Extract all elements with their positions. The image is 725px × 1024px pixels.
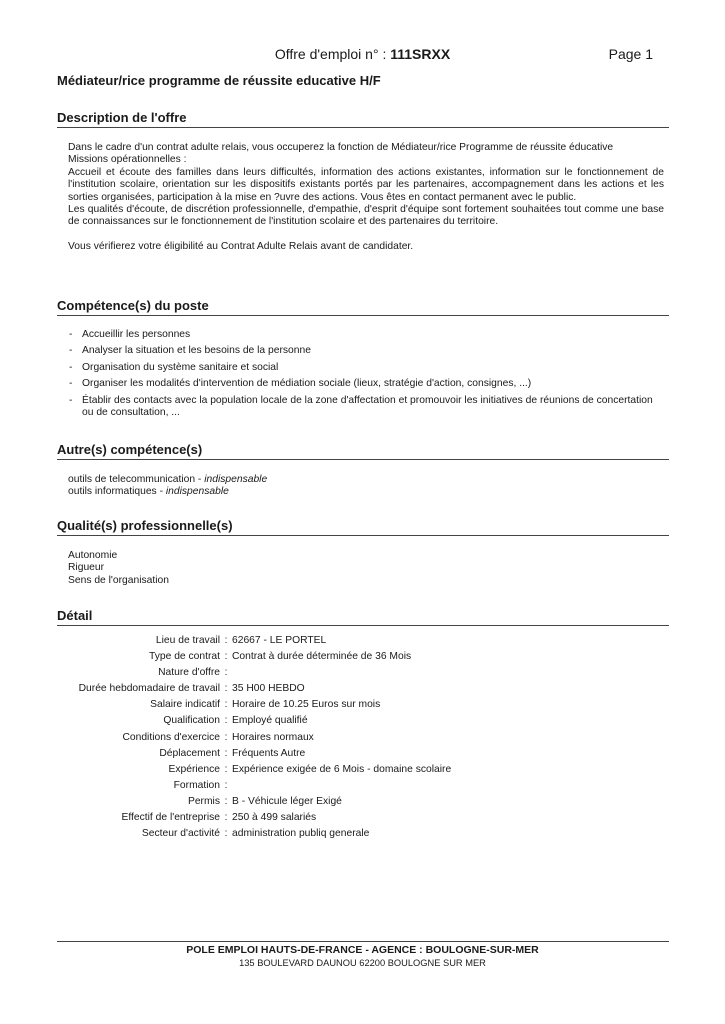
detail-colon: : — [224, 763, 228, 775]
detail-colon: : — [224, 779, 228, 791]
detail-value: Employé qualifié — [232, 715, 308, 727]
competence-item: - Organisation du système sanitaire et social — [68, 362, 664, 374]
detail-label: Permis — [187, 795, 220, 807]
other-skill-level: indispensable — [165, 486, 229, 498]
section-title-qualities: Qualité(s) professionnelle(s) — [57, 518, 669, 536]
detail-label: Conditions d'exercice — [122, 731, 220, 743]
offer-prefix: Offre d'emploi n° : — [274, 46, 391, 62]
detail-value: 250 à 499 salariés — [232, 812, 317, 824]
description-closing: Vous vérifierez votre éligibilité au Contrat Adulte Relais avant de candidater. — [68, 240, 414, 252]
detail-label: Salaire indicatif — [150, 699, 220, 711]
detail-colon: : — [224, 715, 228, 727]
detail-value: Horaire de 10.25 Euros sur mois — [232, 699, 381, 711]
detail-label: Expérience — [168, 763, 220, 775]
detail-row — [57, 810, 669, 826]
detail-section — [57, 608, 669, 842]
detail-value — [232, 778, 669, 794]
detail-colon: : — [224, 795, 228, 807]
detail-colon: : — [224, 651, 228, 663]
competence-item: - Analyser la situation et les besoins de la personne — [68, 345, 664, 357]
section-title-competences: Compétence(s) du poste — [57, 298, 669, 316]
description-section — [57, 110, 669, 253]
detail-label: Qualification — [163, 715, 220, 727]
detail-value: administration publiq generale — [232, 828, 370, 840]
footer-agency: POLE EMPLOI HAUTS-DE-FRANCE - AGENCE : BOULOGNE-SUR-MER — [186, 944, 539, 956]
other-skill-name: outils informatiques - — [68, 486, 166, 498]
other-skill-item — [68, 474, 664, 486]
other-skill-name: outils de telecommunication - — [68, 474, 205, 485]
detail-label: Lieu de travail — [155, 635, 220, 646]
description-paragraph: Missions opérationnelles : — [68, 154, 187, 166]
detail-label: Effectif de l'entreprise — [121, 812, 220, 824]
section-title-description: Description de l'offre — [57, 110, 669, 128]
section-title-other-skills: Autre(s) compétence(s) — [57, 442, 669, 460]
detail-label: Formation — [173, 779, 220, 791]
section-title-detail: Détail — [57, 608, 669, 626]
detail-row — [57, 762, 669, 778]
quality-item: Rigueur — [68, 562, 105, 574]
detail-value: Horaires normaux — [232, 731, 314, 743]
description-paragraph: Les qualités d'écoute, de discrétion professionnelle, d'empathie, d'esprit d'équipe sont fortement souhaitées tout comme une base de connaissances sur le fonctionnement de l'institution scolaire et des partenaires du territoire. — [68, 204, 664, 228]
detail-row — [57, 633, 669, 649]
competence-item: - Établir des contacts avec la population locale de la zone d'affectation et promouvoir les initiatives de réunions de concertation ou de consultation, ... — [68, 395, 664, 420]
detail-row — [57, 746, 669, 762]
detail-label: Secteur d'activité — [141, 828, 220, 840]
footer-divider — [57, 941, 669, 942]
detail-colon: : — [224, 635, 228, 646]
other-skill-item — [68, 486, 664, 498]
competence-item: - Organiser les modalités d'intervention de médiation sociale (lieux, stratégie d'action, consignes, ...) — [68, 378, 664, 390]
detail-colon: : — [224, 828, 228, 840]
detail-label: Type de contrat — [149, 651, 220, 663]
detail-colon: : — [224, 683, 228, 695]
detail-value: Expérience exigée de 6 Mois - domaine scolaire — [232, 763, 452, 775]
detail-label: Nature d'offre — [158, 667, 220, 679]
detail-table — [57, 633, 669, 842]
description-paragraph: Dans le cadre d'un contrat adulte relais, vous occuperez la fonction de Médiateur/rice Programme de réussite éducative — [68, 142, 614, 153]
quality-item: Autonomie — [68, 550, 118, 561]
competence-item: - Accueillir les personnes — [68, 329, 664, 341]
competences-section — [57, 298, 669, 423]
qualities-section — [57, 518, 669, 587]
detail-row — [57, 665, 669, 681]
other-skills-section — [57, 442, 669, 499]
detail-value: 35 H00 HEBDO — [232, 683, 305, 695]
detail-row — [57, 794, 669, 810]
footer-address: 135 BOULEVARD DAUNOU 62200 BOULOGNE SUR MER — [239, 958, 486, 968]
competences-body — [68, 329, 664, 419]
detail-row — [57, 826, 669, 842]
detail-value: Fréquents Autre — [232, 747, 306, 759]
detail-row — [57, 697, 669, 713]
detail-value — [232, 665, 669, 681]
detail-colon: : — [224, 667, 228, 679]
qualities-body — [68, 550, 664, 587]
job-title: Médiateur/rice programme de réussite educative H/F — [57, 73, 381, 88]
detail-row — [57, 713, 669, 729]
detail-row — [57, 730, 669, 746]
detail-row — [57, 778, 669, 794]
detail-colon: : — [224, 812, 228, 824]
description-paragraph: Accueil et écoute des familles dans leurs difficultés, information des actions existantes, information sur le fonctionnement de l'institution scolaire, orientation sur les dispositifs existants portés par les partenaires, accompagnement dans les actions et les sorties organisées, participation à la mise en ?uvre des actions. Vous êtes en contact permanent avec le public. — [68, 166, 664, 203]
detail-value: Contrat à durée déterminée de 36 Mois — [232, 651, 412, 663]
detail-label: Durée hebdomadaire de travail — [78, 683, 220, 695]
detail-label: Déplacement — [159, 747, 220, 759]
description-body — [68, 142, 664, 253]
detail-value: 62667 - LE PORTEL — [232, 635, 327, 646]
other-skill-level: indispensable — [204, 474, 268, 485]
detail-row — [57, 681, 669, 697]
quality-item: Sens de l'organisation — [68, 574, 169, 586]
detail-colon: : — [224, 747, 228, 759]
detail-colon: : — [224, 731, 228, 743]
detail-row — [57, 649, 669, 665]
other-skills-body — [68, 474, 664, 499]
page-number: Page 1 — [608, 46, 653, 62]
offer-number: 111SRXX — [390, 46, 451, 62]
detail-value: B - Véhicule léger Exigé — [232, 795, 342, 807]
detail-colon: : — [224, 699, 228, 711]
